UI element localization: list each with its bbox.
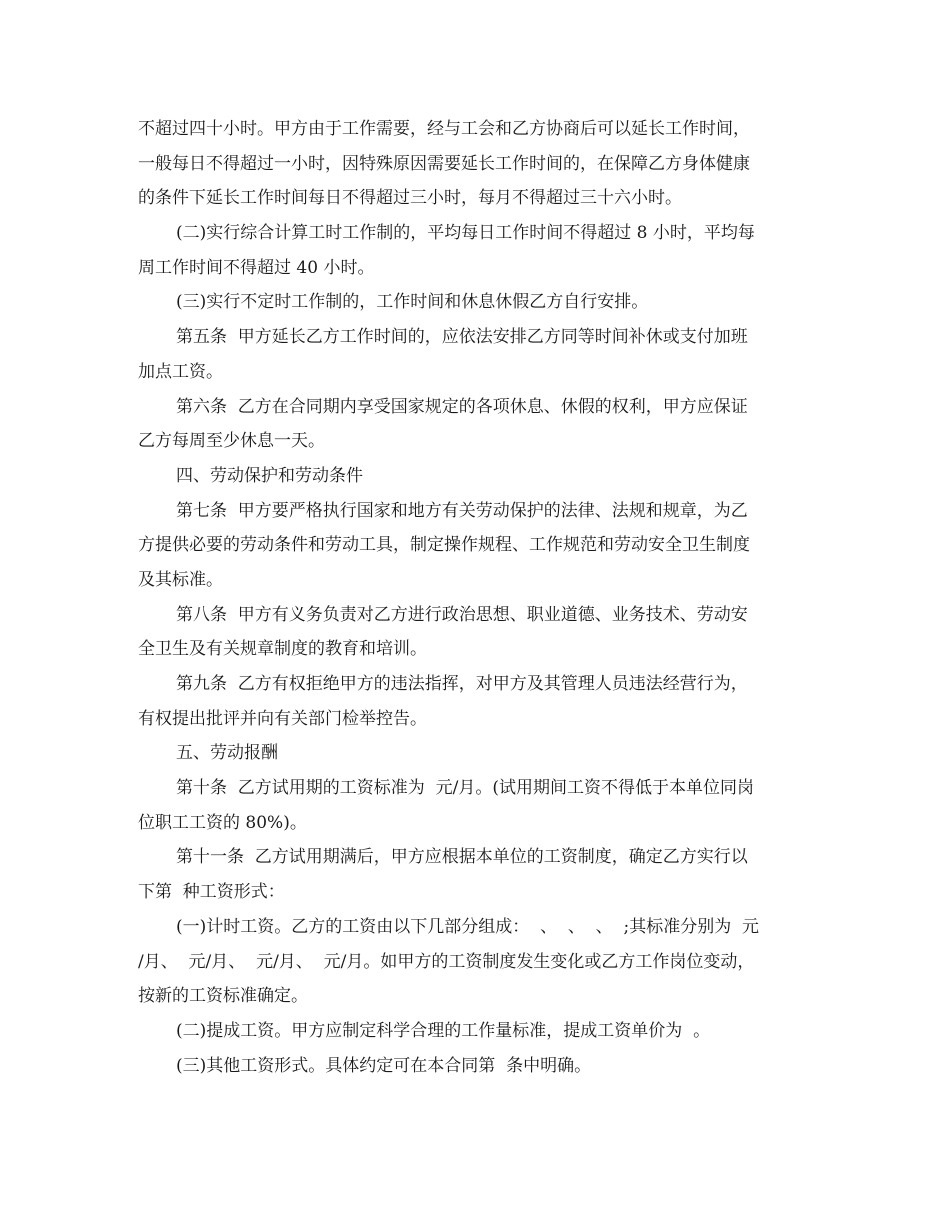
- article-5-line: 第五条 甲方延长乙方工作时间的，应依法安排乙方同等时间补休或支付加班: [176, 327, 748, 348]
- section-heading: 四、劳动保护和劳动条件: [176, 465, 363, 486]
- paragraph-line: (二)提成工资。甲方应制定科学合理的工作量标准，提成工资单价为 。: [176, 1020, 711, 1041]
- article-6-line: 第六条 乙方在合同期内享受国家规定的各项休息、休假的权利，甲方应保证: [176, 396, 748, 417]
- article-8-line: 第八条 甲方有义务负责对乙方进行政治思想、职业道德、业务技术、劳动安: [176, 604, 748, 625]
- section-heading: 五、劳动报酬: [176, 743, 278, 764]
- paragraph-line: 方提供必要的劳动条件和劳动工具，制定操作规程、工作规范和劳动安全卫生制度: [138, 535, 750, 556]
- paragraph-line: 位职工工资的 80%)。: [138, 812, 307, 833]
- paragraph-line: 一般每日不得超过一小时，因特殊原因需要延长工作时间的，在保障乙方身体健康: [138, 153, 750, 174]
- paragraph-line: (三)实行不定时工作制的，工作时间和休息休假乙方自行安排。: [176, 292, 649, 313]
- paragraph-line: 下第 种工资形式：: [138, 882, 285, 903]
- paragraph-line: 周工作时间不得超过 40 小时。: [138, 257, 375, 278]
- paragraph-line: 全卫生及有关规章制度的教育和培训。: [138, 639, 427, 660]
- paragraph-line: 乙方每周至少休息一天。: [138, 431, 325, 452]
- paragraph-line: 不超过四十小时。甲方由于工作需要，经与工会和乙方协商后可以延长工作时间，: [138, 119, 750, 139]
- paragraph-line: 加点工资。: [138, 361, 223, 382]
- paragraph-line: 及其标准。: [138, 569, 223, 590]
- paragraph-line: 按新的工资标准确定。: [138, 986, 308, 1007]
- article-10-line: 第十条 乙方试用期的工资标准为 元/月。(试用期间工资不得低于本单位同岗: [176, 778, 754, 799]
- paragraph-line: /月、 元/月、 元/月、 元/月。如甲方的工资制度发生变化或乙方工作岗位变动，: [138, 951, 755, 972]
- paragraph-line: (二)实行综合计算工时工作制的，平均每日工作时间不得超过 8 小时，平均每: [176, 223, 755, 244]
- article-7-line: 第七条 甲方要严格执行国家和地方有关劳动保护的法律、法规和规章，为乙: [176, 500, 748, 521]
- paragraph-line: (三)其他工资形式。具体约定可在本合同第 条中明确。: [176, 1055, 592, 1076]
- contract-text: [138, 112, 818, 1083]
- article-11-line: 第十一条 乙方试用期满后，甲方应根据本单位的工资制度，确定乙方实行以: [176, 847, 748, 868]
- paragraph-line: 有权提出批评并向有关部门检举控告。: [138, 708, 427, 729]
- paragraph-line: (一)计时工资。乙方的工资由以下几部分组成： 、 、 、 ;其标准分别为 元: [176, 916, 760, 937]
- article-9-line: 第九条 乙方有权拒绝甲方的违法指挥，对甲方及其管理人员违法经营行为，: [176, 674, 748, 694]
- paragraph-line: 的条件下延长工作时间每日不得超过三小时，每月不得超过三十六小时。: [138, 188, 682, 209]
